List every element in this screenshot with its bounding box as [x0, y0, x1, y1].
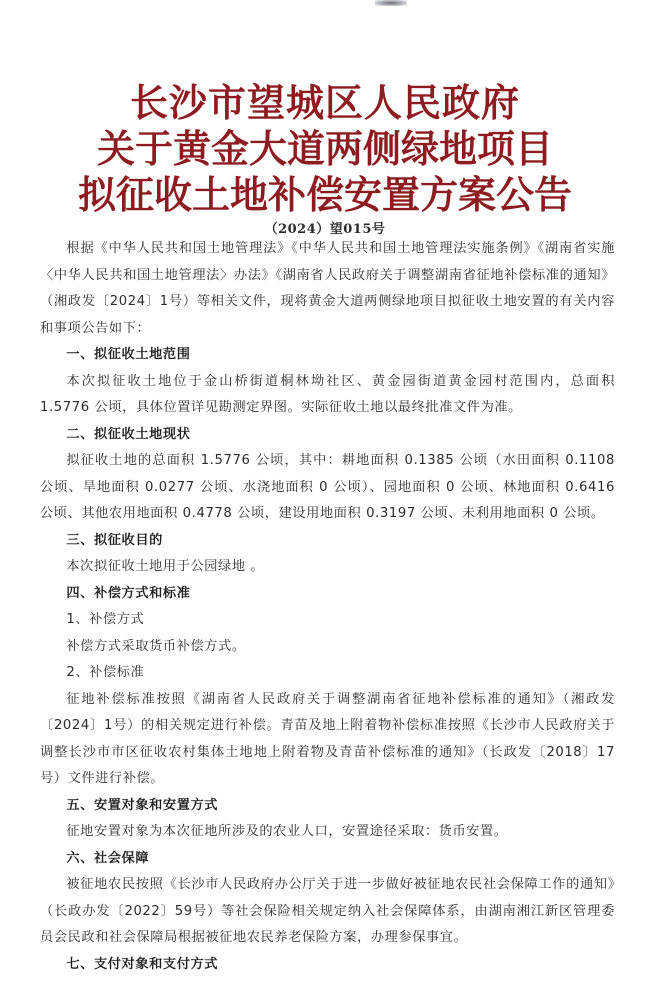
section-2-paragraph: 拟征收土地的总面积 1.5776 公顷，其中：耕地面积 0.1385 公顷（水田面积 0.1108 公顷、旱地面积 0.0277 公顷、水浇地面积 0 公顷）、园地面积 0 公顷、林地面积 0.6416 公顷、其他农用地面积 0.4778 公顷，建设用地面积 0.3197 公顷、未利用地面积 0 公顷。: [40, 453, 615, 521]
subsection-heading-4-1: 1、补偿方式: [66, 612, 145, 627]
subsection-heading-4-2: 2、补偿标准: [66, 665, 145, 680]
subsection-4-1-paragraph: 补偿方式采取货币补偿方式。: [66, 638, 246, 654]
title-line-3: 拟征收土地补偿安置方案公告: [77, 172, 572, 217]
section-heading-6: 六、社会保障: [66, 850, 150, 866]
title-line-1: 长沙市望城区人民政府: [129, 80, 520, 125]
section-1-paragraph: 本次拟征收土地位于金山桥街道桐林坳社区、黄金园街道黄金园村范围内，总面积 1.5776 公顷，具体位置详见勘测定界图。实际征收土地以最终批准文件为准。: [40, 373, 615, 415]
section-heading-5: 五、安置对象和安置方式: [66, 797, 219, 813]
document-body: [40, 236, 615, 978]
document-title: [0, 80, 650, 218]
section-heading-3: 三、拟征收目的: [66, 532, 163, 548]
section-5-paragraph: 征地安置对象为本次征地所涉及的农业人口，安置途径采取：货币安置。: [66, 824, 508, 839]
section-3-paragraph: 本次拟征收土地用于公园绿地 。: [66, 559, 265, 574]
section-heading-7: 七、支付对象和支付方式: [66, 956, 219, 972]
subsection-4-2-paragraph: 征地补偿标准按照《湖南省人民政府关于调整湖南省征地补偿标准的通知》（湘政发〔2024〕1号）的相关规定进行补偿。青苗及地上附着物补偿标准按照《长沙市人民政府关于调整长沙市市区征收农村集体土地地上附着物及青苗补偿标准的通知》（长政发〔2018〕17号）文件进行补偿。: [40, 691, 615, 786]
section-heading-2: 二、拟征收土地现状: [66, 426, 191, 442]
title-line-2: 关于黄金大道两侧绿地项目: [96, 126, 553, 171]
section-heading-1: 一、拟征收土地范围: [66, 347, 191, 362]
document-number: （2024）望015号: [264, 222, 386, 237]
intro-paragraph: 根据《中华人民共和国土地管理法》《中华人民共和国土地管理法实施条例》《湖南省实施〈中华人民共和国土地管理法〉办法》《湖南省人民政府关于调整湖南省征地补偿标准的通知》（湘政发〔2024〕1号）等相关文件，现将黄金大道两侧绿地项目拟征收土地安置的有关内容和事项公告如下：: [40, 241, 615, 336]
section-heading-4: 四、补偿方式和标准: [66, 585, 191, 601]
section-6-paragraph: 被征地农民按照《长沙市人民政府办公厅关于进一步做好被征地农民社会保障工作的通知》（长政办发〔2022〕59号）等社会保险相关规定纳入社会保障体系，由湖南湘江新区管理委员会民政和社会保障局根据被征地农民养老保险方案，办理参保事宜。: [40, 877, 615, 945]
